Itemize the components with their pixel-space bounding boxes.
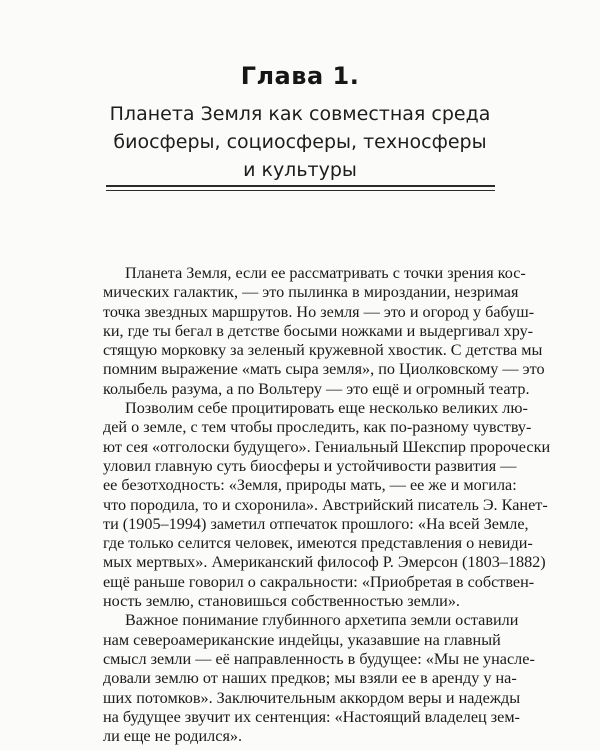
chapter-label: Глава 1. [240, 62, 360, 90]
paragraph-3 [103, 611, 535, 746]
text-line: смысл земли — её направленность в будущее: «Мы не унасле- [103, 649, 535, 668]
text-line: ти (1905–1994) заметил отпечаток прошлого: «На всей Земле, [103, 514, 529, 533]
text-line: где только селится человек, имеются представления о невиди- [103, 534, 533, 553]
text-line: колыбель разума, а по Вольтеру — это ещё и огромный театр. [103, 379, 530, 398]
text-line: Планета Земля, если ее рассматривать с точки зрения кос- [125, 264, 526, 282]
text-line: Позволим себе процитировать еще несколько великих лю- [125, 399, 528, 418]
paragraph-2 [103, 399, 551, 611]
text-line: ших потомков». Заключительным аккордом веры и надежды [103, 688, 521, 707]
text-line: нам североамериканские индейцы, указавшие на главный [103, 630, 501, 649]
text-line: стящую морковку за зеленый кружевной хвостик. С детства мы [103, 341, 543, 360]
text-line: Важное понимание глубинного архетипа земли оставили [125, 611, 519, 630]
text-line: мических галактик, — это пылинка в мироздании, незримая [103, 283, 519, 302]
divider-thin [106, 190, 495, 191]
text-line: ность землю, становишься собственностью земли». [103, 592, 460, 611]
chapter-title [60, 100, 540, 184]
chapter-title-line: биосферы, социосферы, техносферы [113, 131, 487, 153]
text-line: что породила, то и схоронила». Австрийский писатель Э. Канет- [103, 495, 548, 514]
chapter-title-line: и культуры [243, 159, 357, 181]
text-line: точка звездных маршрутов. Но земля — это и огород у бабуш- [103, 302, 535, 321]
divider-thick [106, 185, 495, 187]
paragraph-1 [103, 264, 545, 399]
text-line: дей о земле, с тем чтобы проследить, как по-разному чувству- [103, 418, 532, 437]
text-line: ют сея «отголоски будущего». Гениальный Шекспир пророчески [103, 437, 551, 456]
text-line: довали землю от наших предков; мы взяли ее в аренду у на- [103, 669, 517, 688]
text-line: ещё раньше говорил о сакральности: «Приобретая в собствен- [103, 572, 535, 591]
text-line: помним выражение «мать сыра земля», по Циолковскому — это [103, 360, 545, 379]
text-line: мых мертвых». Американский философ Р. Эмерсон (1803–1882) [103, 553, 546, 572]
body-text [103, 264, 551, 746]
text-line: уловил главную суть биосферы и устойчивости развития — [103, 456, 517, 475]
text-line: ее безотходность: «Земля, природы мать, — ее же и могила: [103, 476, 517, 495]
text-line: на будущее звучит их сентенция: «Настоящий владелец зем- [103, 707, 520, 726]
text-line: ки, где ты бегал в детстве босыми ножками и выдергивал хру- [103, 321, 534, 340]
text-line: ли еще не родился». [103, 727, 243, 746]
chapter-title-line: Планета Земля как совместная среда [109, 103, 491, 125]
